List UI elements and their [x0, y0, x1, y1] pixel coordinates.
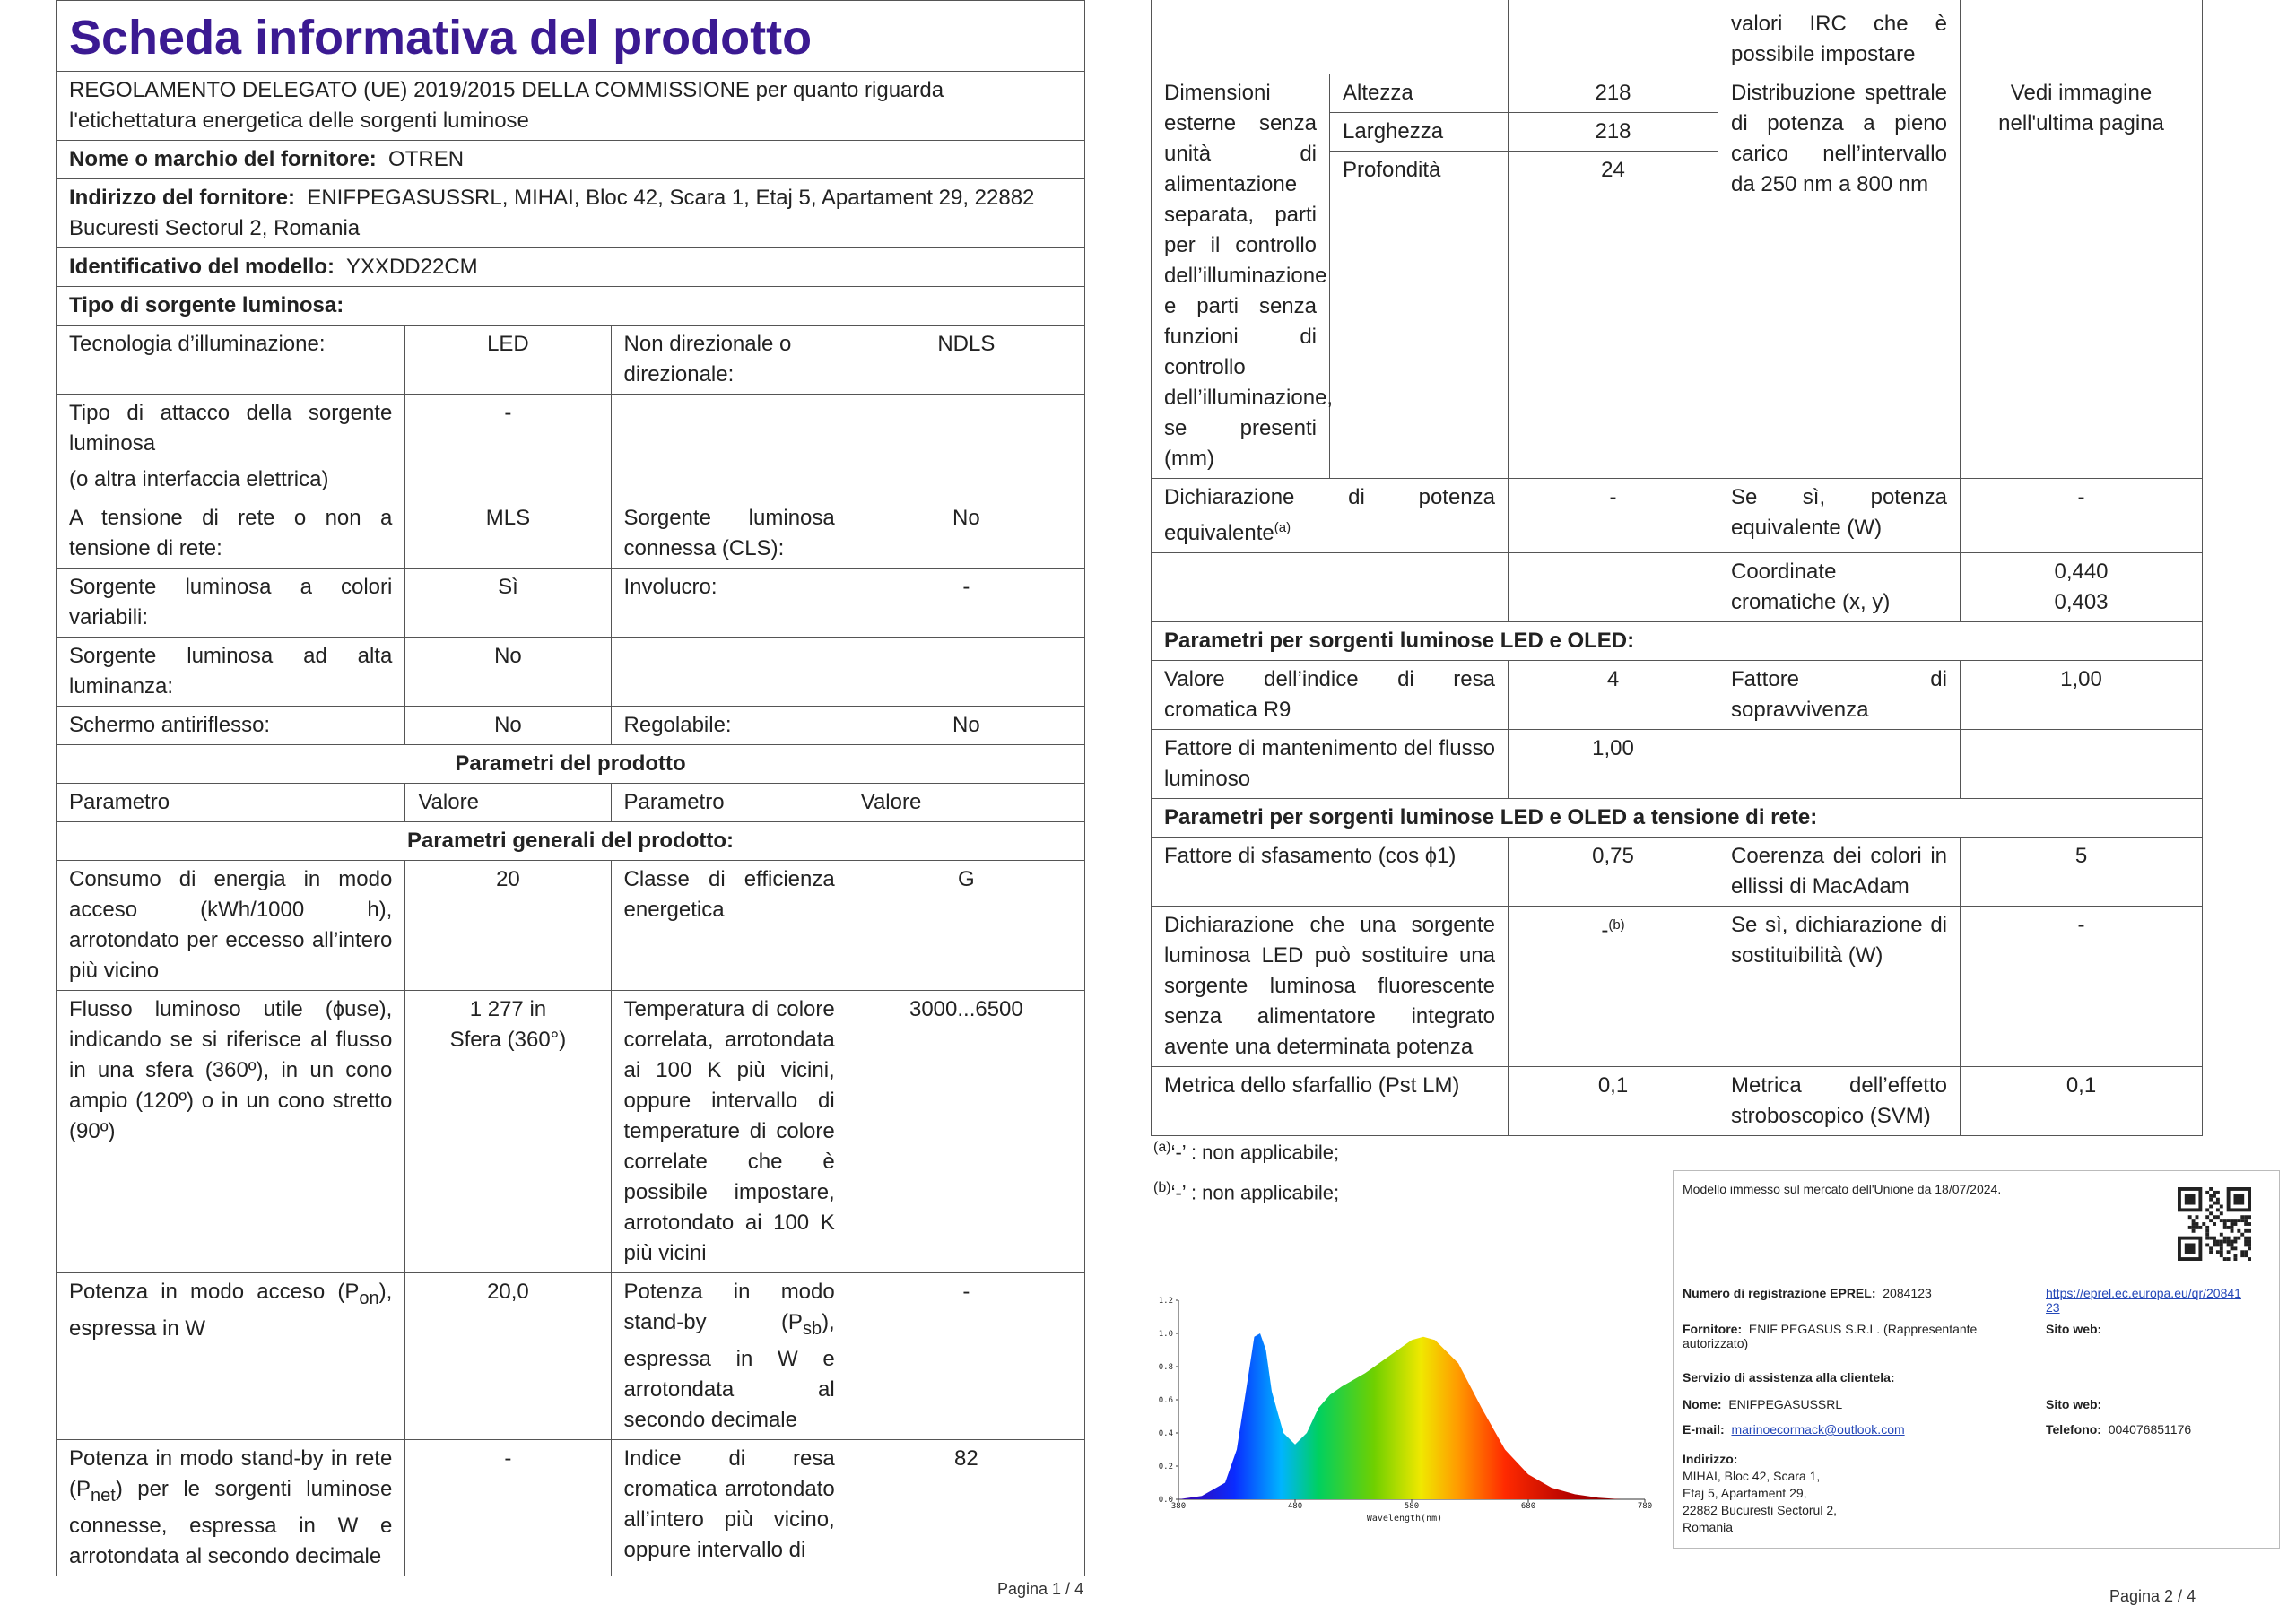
service-phone	[2046, 1422, 2191, 1437]
footnote-b-text: ‘-’ : non applicabile;	[1170, 1181, 1340, 1204]
service-address	[1683, 1451, 1837, 1536]
qr-code-icon	[2178, 1187, 2251, 1261]
glare-value: No	[405, 707, 611, 745]
eprel-supplier-label: Fornitore:	[1683, 1322, 1743, 1336]
height-label: Altezza	[1330, 74, 1509, 113]
x-tick-label: 780	[1637, 1502, 1653, 1511]
equivalent-watt-value: -	[1961, 479, 2203, 553]
equivalent-power-value: -	[1509, 479, 1718, 553]
page-2	[1151, 0, 2202, 1136]
chromaticity-label: Coordinate cromatiche (x, y)	[1718, 553, 1961, 622]
stroboscopic-value: 0,1	[1961, 1067, 2203, 1136]
chart-x-axis-label: Wavelength(nm)	[1366, 1514, 1443, 1524]
flicker-label: Metrica dello sfarfallio (Pst LM)	[1152, 1067, 1509, 1136]
cap-value: -	[405, 395, 611, 499]
energy-class-value: G	[848, 861, 1084, 991]
r9-value: 4	[1509, 661, 1718, 730]
supplier-name-label: Nome o marchio del fornitore:	[69, 147, 377, 171]
supplier-address-value: ENIFPEGASUSSRL, MIHAI, Bloc 42, Scara 1, Etaj 5, Apartament 29, 22882 Bucuresti Sectorul 2, Romania	[69, 186, 1035, 240]
y-tick-label: 0.2	[1158, 1463, 1173, 1471]
eprel-link[interactable]: https://eprel.ec.europa.eu/qr/2084123	[2046, 1286, 2241, 1315]
net-standby-label	[57, 1439, 405, 1576]
cap-label-2: (o altra interfaccia elettrica)	[69, 467, 329, 491]
footnote-a-mark: (a)	[1153, 1140, 1171, 1155]
y-tick-label: 1.2	[1158, 1297, 1173, 1306]
x-tick-label: 680	[1520, 1502, 1536, 1511]
net-standby-sub: net	[91, 1485, 116, 1506]
y-tick-label: 0.0	[1158, 1496, 1173, 1505]
dimmable-value: No	[848, 707, 1084, 745]
dimmable-label: Regolabile:	[611, 707, 848, 745]
y-tick-label: 0.8	[1158, 1363, 1173, 1372]
energy-class-label: Classe di efficienza energetica	[611, 861, 848, 991]
service-address-line: Etaj 5, Apartament 29,	[1683, 1486, 1807, 1500]
service-name-value: ENIFPEGASUSSRL	[1728, 1397, 1843, 1411]
tech-label: Tecnologia d’illuminazione:	[57, 326, 405, 395]
envelope-label: Involucro:	[611, 569, 848, 638]
regulation-text: REGOLAMENTO DELEGATO (UE) 2019/2015 DELLA COMMISSIONE per quanto riguarda l'etichettatura energetica delle sorgenti luminose	[57, 72, 1085, 141]
mains-label: A tensione di rete o non a tensione di rete:	[57, 499, 405, 569]
product-info-table	[56, 0, 1085, 1576]
col-value-header: Valore	[405, 784, 611, 822]
note-b-ref: (b)	[1608, 917, 1625, 933]
eprel-reg	[1683, 1286, 1932, 1300]
directional-label: Non direzionale o direzionale:	[611, 326, 848, 395]
service-email	[1683, 1422, 1905, 1437]
macadam-value: 5	[1961, 838, 2203, 907]
empty-cell	[848, 395, 1084, 499]
cap-label	[57, 395, 405, 499]
chromaticity-value	[1961, 553, 2203, 622]
x-tick-label: 380	[1170, 1502, 1187, 1511]
cct-value: 3000...6500	[848, 991, 1084, 1273]
empty-cell	[848, 638, 1084, 707]
net-standby-label-b: ) per le sorgenti luminose connesse, espressa in W e arrotondata al secondo decimale	[69, 1476, 393, 1568]
tech-value: LED	[405, 326, 611, 395]
standby-sub: sb	[802, 1318, 822, 1339]
directional-value: NDLS	[848, 326, 1084, 395]
replacement-watt-value: -	[1961, 907, 2203, 1067]
power-on-value: 20,0	[405, 1273, 611, 1440]
col-param-header: Parametro	[611, 784, 848, 822]
led-params-header: Parametri per sorgenti luminose LED e OLED:	[1152, 622, 2203, 661]
power-on-label	[57, 1273, 405, 1440]
displacement-label: Fattore di sfasamento (cos ɸ1)	[1152, 838, 1509, 907]
empty-cell	[1509, 553, 1718, 622]
width-label: Larghezza	[1330, 113, 1509, 152]
high-luminance-value: No	[405, 638, 611, 707]
service-address-line: 22882 Bucuresti Sectorul 2,	[1683, 1503, 1837, 1517]
net-standby-label-a: Potenza in modo stand-by in rete (P	[69, 1445, 393, 1501]
supplier-name-row	[57, 141, 1085, 179]
energy-label: Consumo di energia in modo acceso (kWh/1000 h), arrotondato per eccesso all’intero più vicino	[57, 861, 405, 991]
x-tick-label: 480	[1287, 1502, 1303, 1511]
footnote-b	[1153, 1170, 1339, 1211]
high-luminance-label: Sorgente luminosa ad alta luminanza:	[57, 638, 405, 707]
footnotes	[1153, 1130, 1339, 1211]
dimensions-label: Dimensioni esterne senza unità di alimentazione separata, parti per il controllo dell’illuminazione e parti senza funzioni di controllo dell’illuminazione, se presenti (mm)	[1152, 74, 1330, 479]
note-a-ref: (a)	[1274, 520, 1292, 535]
cls-value: No	[848, 499, 1084, 569]
y-tick-label: 0.6	[1158, 1396, 1173, 1405]
service-phone-label: Telefono:	[2046, 1422, 2101, 1437]
empty-cell	[1718, 730, 1961, 799]
page-number-2: Pagina 2 / 4	[2109, 1587, 2196, 1605]
chromaticity-x: 0,440	[2054, 560, 2109, 584]
standby-label-b: ), espressa in W e arrotondata al secondo decimale	[623, 1310, 835, 1432]
net-standby-value: -	[405, 1439, 611, 1576]
model-row	[57, 248, 1085, 287]
spectrum-area	[1178, 1333, 1645, 1499]
service-email-label: E-mail:	[1683, 1422, 1725, 1437]
survival-label: Fattore di sopravvivenza	[1718, 661, 1961, 730]
maintenance-value: 1,00	[1509, 730, 1718, 799]
footnote-b-mark: (b)	[1153, 1180, 1171, 1196]
colour-value: Sì	[405, 569, 611, 638]
service-name-label: Nome:	[1683, 1397, 1722, 1411]
standby-label	[611, 1273, 848, 1440]
page-number-1: Pagina 1 / 4	[997, 1580, 1084, 1598]
service-website-label: Sito web:	[2046, 1397, 2102, 1411]
depth-value: 24	[1509, 152, 1718, 479]
energy-value: 20	[405, 861, 611, 991]
page-1	[56, 0, 1085, 1576]
flicker-value: 0,1	[1509, 1067, 1718, 1136]
cls-label: Sorgente luminosa connessa (CLS):	[611, 499, 848, 569]
source-type-label: Tipo di sorgente luminosa:	[57, 287, 1085, 326]
spectral-distribution-chart	[1153, 1291, 1656, 1524]
service-address-line: MIHAI, Bloc 42, Scara 1,	[1683, 1469, 1821, 1483]
cri-label: Indice di resa cromatica arrotondato all’intero più vicino, oppure intervallo di	[611, 1439, 848, 1576]
y-tick-label: 0.4	[1158, 1429, 1173, 1438]
replacement-label: Dichiarazione che una sorgente luminosa LED può sostituire una sorgente luminosa fluorescente senza alimentatore integrato avente una determinata potenza	[1152, 907, 1509, 1067]
standby-label-a: Potenza in modo stand-by (P	[623, 1280, 835, 1334]
empty-cell	[1152, 553, 1509, 622]
service-phone-value: 004076851176	[2108, 1422, 2192, 1437]
empty-cell	[1509, 0, 1718, 74]
service-address-label: Indirizzo:	[1683, 1452, 1738, 1466]
width-value: 218	[1509, 113, 1718, 152]
eprel-info-box	[1673, 1170, 2280, 1549]
envelope-value: -	[848, 569, 1084, 638]
cri-continued: valori IRC che è possibile impostare	[1718, 0, 1961, 74]
market-date: Modello immesso sul mercato dell'Unione da 18/07/2024.	[1683, 1182, 2002, 1196]
col-param-header: Parametro	[57, 784, 405, 822]
maintenance-label: Fattore di mantenimento del flusso luminoso	[1152, 730, 1509, 799]
equivalent-watt-label: Se sì, potenza equivalente (W)	[1718, 479, 1961, 553]
replacement-watt-label: Se sì, dichiarazione di sostituibilità (W)	[1718, 907, 1961, 1067]
height-value: 218	[1509, 74, 1718, 113]
mains-value: MLS	[405, 499, 611, 569]
survival-value: 1,00	[1961, 661, 2203, 730]
eprel-supplier	[1683, 1322, 2037, 1350]
empty-cell	[611, 638, 848, 707]
supplier-address-row	[57, 179, 1085, 248]
eprel-website-label: Sito web:	[2046, 1322, 2102, 1336]
model-label: Identificativo del modello:	[69, 255, 335, 279]
macadam-label: Coerenza dei colori in ellissi di MacAdam	[1718, 838, 1961, 907]
mains-led-params-header: Parametri per sorgenti luminose LED e OLED a tensione di rete:	[1152, 799, 2203, 838]
y-tick-label: 1.0	[1158, 1330, 1173, 1339]
displacement-value: 0,75	[1509, 838, 1718, 907]
spd-value: Vedi immagine nell'ultima pagina	[1961, 74, 2203, 479]
empty-cell	[1961, 730, 2203, 799]
eprel-supplier-value: ENIF PEGASUS S.R.L. (Rappresentante autorizzato)	[1683, 1322, 1978, 1350]
replacement-value	[1509, 907, 1718, 1067]
equivalent-power-label	[1152, 479, 1509, 553]
empty-cell	[1961, 0, 2203, 74]
power-on-sub: on	[359, 1288, 379, 1308]
service-email-link[interactable]: marinoecormack@outlook.com	[1731, 1422, 1905, 1437]
footnote-a-text: ‘-’ : non applicabile;	[1170, 1141, 1340, 1164]
eprel-reg-value: 2084123	[1883, 1286, 1932, 1300]
glare-label: Schermo antiriflesso:	[57, 707, 405, 745]
flux-value: 1 277 in Sfera (360°)	[405, 991, 611, 1273]
flux-label: Flusso luminoso utile (ɸuse), indicando se si riferisce al flusso in una sfera (360º), in un cono ampio (120º) o in un cono stretto (90º)	[57, 991, 405, 1273]
chromaticity-y: 0,403	[2054, 590, 2109, 614]
supplier-address-label: Indirizzo del fornitore:	[69, 186, 295, 210]
stroboscopic-label: Metrica dell’effetto stroboscopico (SVM)	[1718, 1067, 1961, 1136]
footnote-a	[1153, 1130, 1339, 1170]
cap-label-1: Tipo di attacco della sorgente luminosa	[69, 401, 393, 456]
customer-service-label: Servizio di assistenza alla clientela:	[1683, 1370, 1895, 1385]
eprel-reg-label: Numero di registrazione EPREL:	[1683, 1286, 1876, 1300]
model-value: YXXDD22CM	[345, 255, 478, 279]
standby-value: -	[848, 1273, 1084, 1440]
service-address-line: Romania	[1683, 1520, 1734, 1534]
colour-label: Sorgente luminosa a colori variabili:	[57, 569, 405, 638]
general-params-header: Parametri generali del prodotto:	[57, 822, 1085, 861]
product-params-header: Parametri del prodotto	[57, 745, 1085, 784]
power-on-label-b: ), espressa in W	[69, 1280, 393, 1341]
product-info-table-continued	[1151, 0, 2203, 1136]
cct-label: Temperatura di colore correlata, arrotondata ai 100 K più vicini, oppure intervallo di temperature di colore correlate che è possibile impostare, arrotondato ai 100 K più vicini	[611, 991, 848, 1273]
equivalent-power-text: Dichiarazione di potenza equivalente	[1164, 485, 1495, 545]
service-name	[1683, 1397, 1842, 1411]
depth-label: Profondità	[1330, 152, 1509, 479]
empty-cell	[611, 395, 848, 499]
replacement-value-text: -	[1601, 918, 1609, 942]
r9-label: Valore dell’indice di resa cromatica R9	[1152, 661, 1509, 730]
supplier-name-value: OTREN	[388, 147, 465, 171]
col-value-header: Valore	[848, 784, 1084, 822]
spd-label: Distribuzione spettrale di potenza a pieno carico nell’intervallo da 250 nm a 800 nm	[1718, 74, 1961, 479]
power-on-label-a: Potenza in modo acceso (P	[69, 1280, 360, 1304]
empty-cell	[1152, 0, 1509, 74]
page-title: Scheda informativa del prodotto	[57, 1, 1085, 72]
x-tick-label: 580	[1404, 1502, 1420, 1511]
cri-value: 82	[848, 1439, 1084, 1576]
